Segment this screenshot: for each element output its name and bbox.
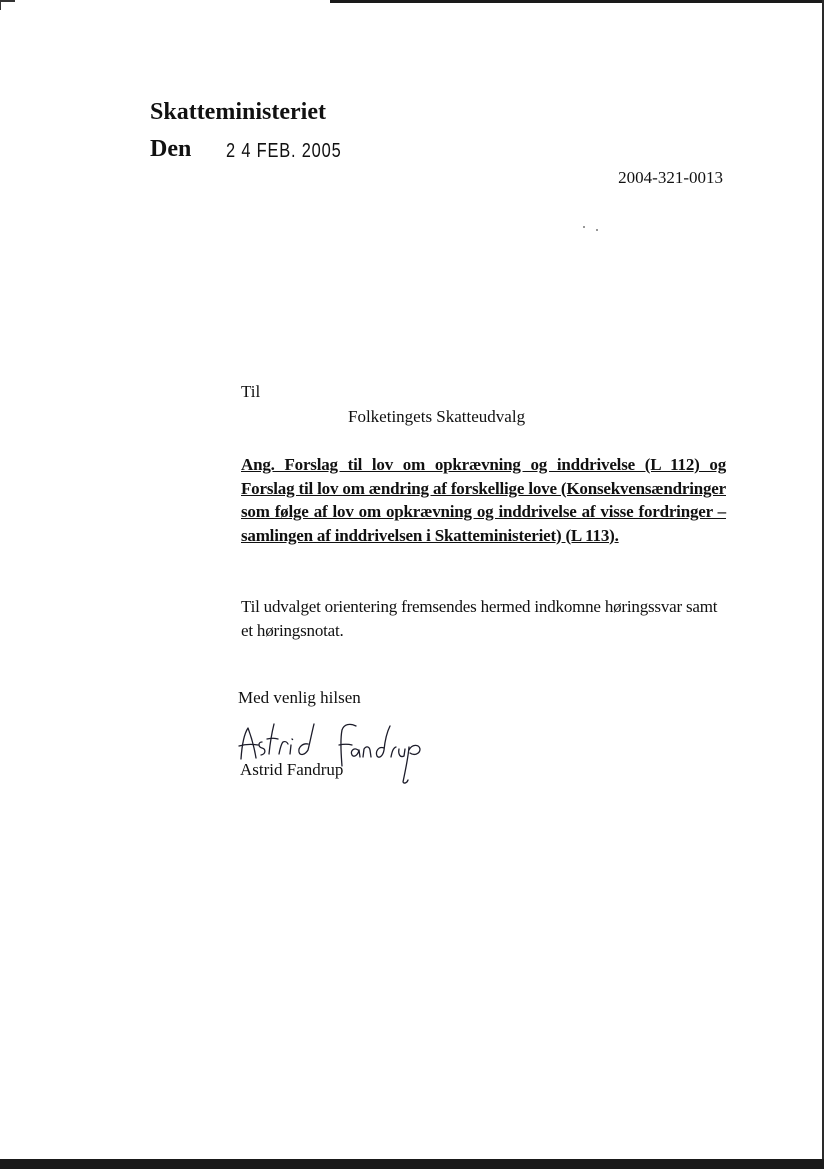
scan-speck	[596, 229, 598, 231]
case-number: 2004-321-0013	[618, 168, 723, 187]
body-paragraph: Til udvalget orientering fremsendes hermed indkomne høringssvar samt et høringsnotat.	[241, 597, 718, 640]
scan-edge-bottom	[0, 1159, 824, 1169]
signer-name: Astrid Fandrup	[240, 760, 344, 779]
ministry-name: Skatteministeriet	[150, 99, 326, 125]
to-label: Til	[241, 382, 261, 401]
scan-edge-corner	[0, 0, 15, 10]
scan-edge-top	[330, 0, 824, 3]
subject-heading: Ang. Forslag til lov om opkrævning og inddrivelse (L 112) og Forslag til lov om ændring af forskellige love (Konsekvensændringer som følge af lov om opkrævning og inddrivelse af visse fordringer – samlingen af inddrivelsen i Skatteministeriet) (L 113).	[241, 455, 726, 545]
scan-speck	[583, 226, 585, 228]
date-label: Den	[150, 136, 192, 162]
recipient: Folketingets Skatteudvalg	[348, 407, 526, 426]
closing-greeting: Med venlig hilsen	[238, 688, 361, 707]
date-stamp: 2 4 FEB. 2005	[226, 140, 342, 162]
date-line	[150, 136, 342, 163]
